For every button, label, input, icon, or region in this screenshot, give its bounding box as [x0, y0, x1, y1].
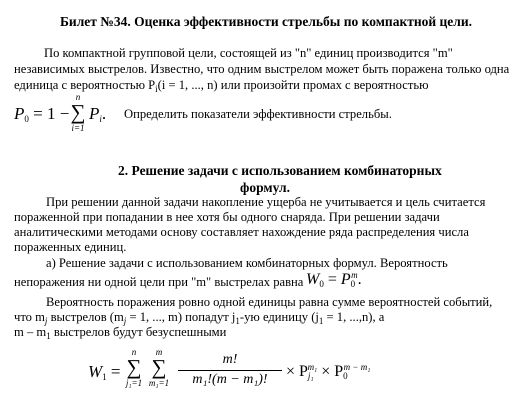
ticket-title: Билет №34. Оценка эффективности стрельбы по компактной цели.	[60, 14, 473, 29]
para1-line-1: При решении данной задачи накопление ущерба не учитывается и цель считается	[46, 195, 486, 209]
w1-fraction-line	[178, 370, 282, 371]
para3-line-1: Вероятность поражения ровно одной единицы равна сумме вероятностей событий,	[46, 295, 493, 309]
section2-title-line-1: 2. Решение задачи с использованием комбинаторных	[118, 163, 442, 178]
p0-sigma: n ∑ i=1	[70, 92, 86, 133]
intro-line-1: По компактной групповой цели, состоящей из "n" единиц производится "m"	[44, 46, 453, 60]
p0-formula: $P_0 = 1$ −	[14, 104, 70, 124]
w1-lhs: $W_1$ =	[88, 362, 121, 382]
para1-line-3: аналитическими методами основу составляет нахождение ряда распределения числа	[14, 225, 469, 239]
p0-term: $P_i$.	[89, 104, 107, 124]
para1-line-4: пораженных единиц.	[14, 240, 127, 254]
intro-line-2: независимых выстрелов. Известно, что одним выстрелом может быть поражена только одна	[14, 62, 510, 76]
w1-sigma-1: n ∑ j₁=1	[125, 347, 143, 388]
intro-task: Определить показатели эффективности стрельбы.	[124, 107, 392, 121]
w1-tail: × $P_{j_1}^{m_1} \times P_0^{m - m_1}$	[286, 362, 371, 381]
para1-line-2: пораженной при попадании в нее хотя бы одного снаряда. При решении задачи	[14, 210, 440, 224]
intro-line-3: единица с вероятностью $P_i(i = 1$, ..., n) или произойти промах с вероятностью	[14, 78, 429, 94]
w0-formula: $W_0 = P_0^m$.	[306, 270, 362, 289]
w1-denominator: m₁!(m − m₁)!	[192, 372, 268, 387]
para2-line-2: непоражения ни одной цели при "m" выстрелах равна	[14, 275, 304, 289]
para2-line-1: а) Решение задачи с использованием комбинаторных формул. Вероятность	[46, 256, 448, 270]
para3-line-2: что $m_j$ выстрелов ($m_j = 1$, ..., m) попадут $j_1-ую$ единицу ($j_1 = 1$, ...,n), а	[14, 310, 385, 326]
section2-title-line-2: формул.	[240, 180, 290, 195]
para3-line-3: m – $m_1$ выстрелов будут безуспешными	[14, 325, 227, 341]
w1-sigma-2: m ∑ m₁=1	[148, 347, 170, 388]
w1-numerator: m!	[222, 352, 238, 367]
